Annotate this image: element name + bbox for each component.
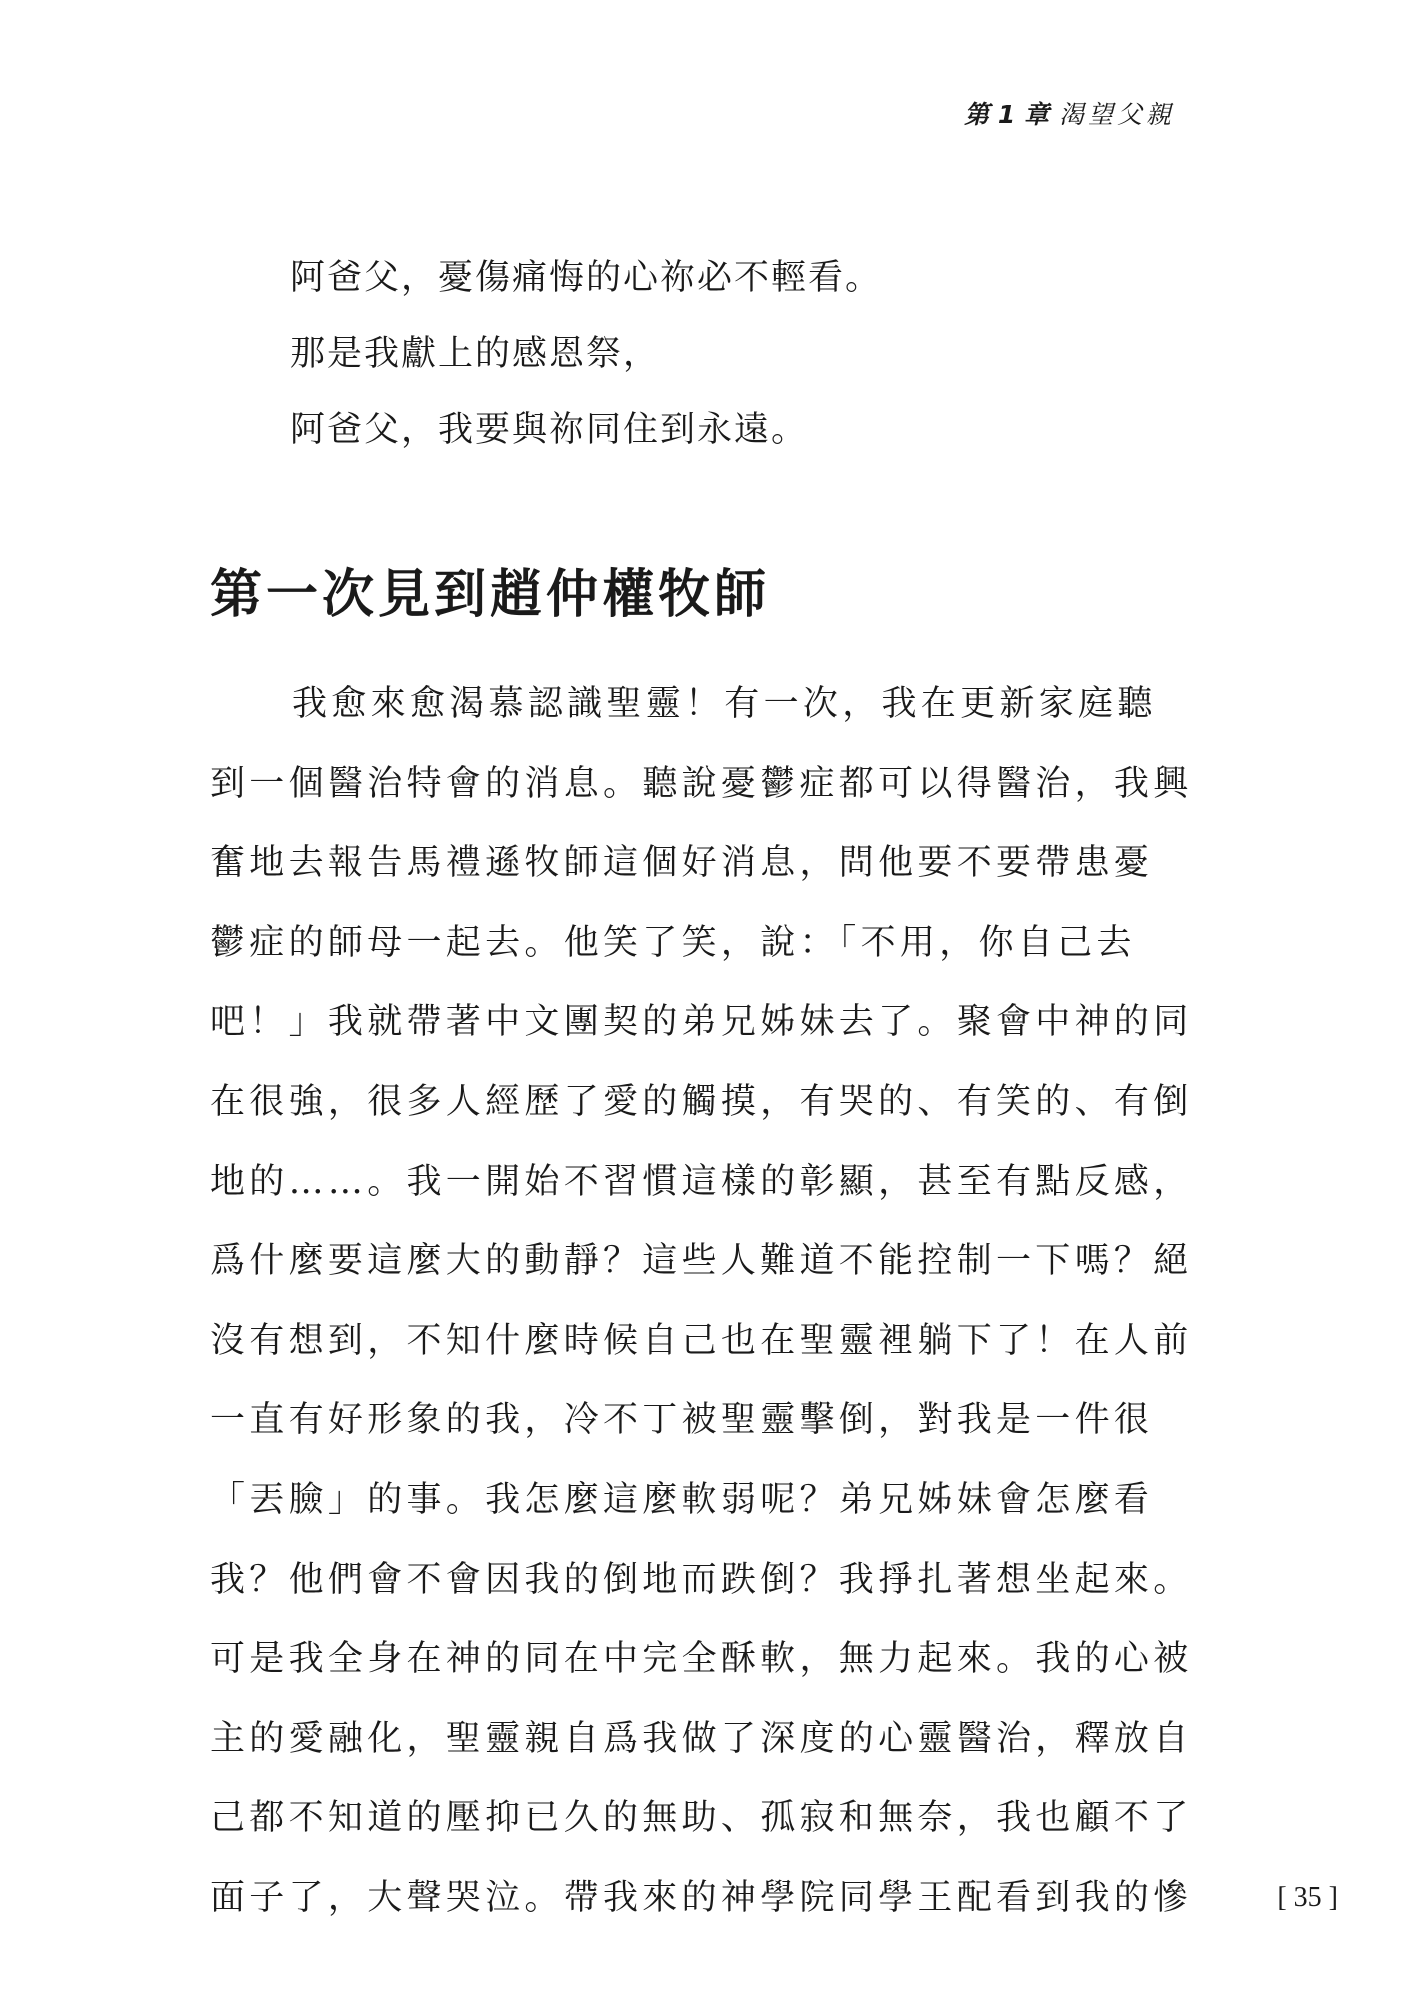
paragraph-line: 「丟臉」的事。我怎麼這麼軟弱呢？弟兄姊妹會怎麼看	[210, 1479, 1154, 1520]
poem-line: 阿爸父，憂傷痛悔的心祢必不輕看。	[290, 258, 883, 298]
paragraph-line: 主的愛融化，聖靈親自爲我做了深度的心靈醫治，釋放自	[210, 1718, 1193, 1759]
paragraph-line: 鬱症的師母一起去。他笑了笑，說：「不用，你自己去	[210, 922, 1136, 963]
paragraph-line: 面子了，大聲哭泣。帶我來的神學院同學王配看到我的慘	[210, 1877, 1193, 1918]
paragraph-line: 奮地去報告馬禮遜牧師這個好消息，問他要不要帶患憂	[210, 843, 1154, 884]
paragraph-line: 我愈來愈渴慕認識聖靈！有一次，我在更新家庭聽	[292, 684, 1157, 724]
chapter-number: 第 1 章	[964, 100, 1049, 129]
paragraph-line: 地的……。我一開始不習慣這樣的彰顯，甚至有點反感，	[210, 1161, 1193, 1202]
poem-line: 那是我獻上的感恩祭，	[290, 334, 661, 374]
paragraph-line: 吧！」我就帶著中文團契的弟兄姊妹去了。聚會中神的同	[210, 1002, 1193, 1043]
body-paragraph	[210, 665, 1193, 1939]
paragraph-line: 我？他們會不會因我的倒地而跌倒？我掙扎著想坐起來。	[210, 1559, 1193, 1600]
page-number: [ 35 ]	[1277, 1882, 1338, 1913]
section-heading: 第一次見到趙仲權牧師	[210, 565, 771, 625]
paragraph-line: 到一個醫治特會的消息。聽說憂鬱症都可以得醫治，我興	[210, 763, 1193, 804]
chapter-title: 渴望父親	[1058, 100, 1175, 129]
paragraph-line: 一直有好形象的我，冷不丁被聖靈擊倒，對我是一件很	[210, 1400, 1154, 1441]
paragraph-line: 沒有想到，不知什麼時候自己也在聖靈裡躺下了！在人前	[210, 1320, 1193, 1361]
paragraph-line: 可是我全身在神的同在中完全酥軟，無力起來。我的心被	[210, 1639, 1193, 1680]
paragraph-line: 在很強，很多人經歷了愛的觸摸，有哭的、有笑的、有倒	[210, 1081, 1193, 1122]
poem-line: 阿爸父，我要與祢同住到永遠。	[290, 410, 809, 450]
paragraph-line: 爲什麼要這麼大的動靜？這些人難道不能控制一下嗎？絕	[210, 1241, 1193, 1282]
paragraph-line: 己都不知道的壓抑已久的無助、孤寂和無奈，我也顧不了	[210, 1798, 1193, 1839]
poem-stanza	[290, 240, 1190, 468]
running-header	[964, 100, 1175, 130]
